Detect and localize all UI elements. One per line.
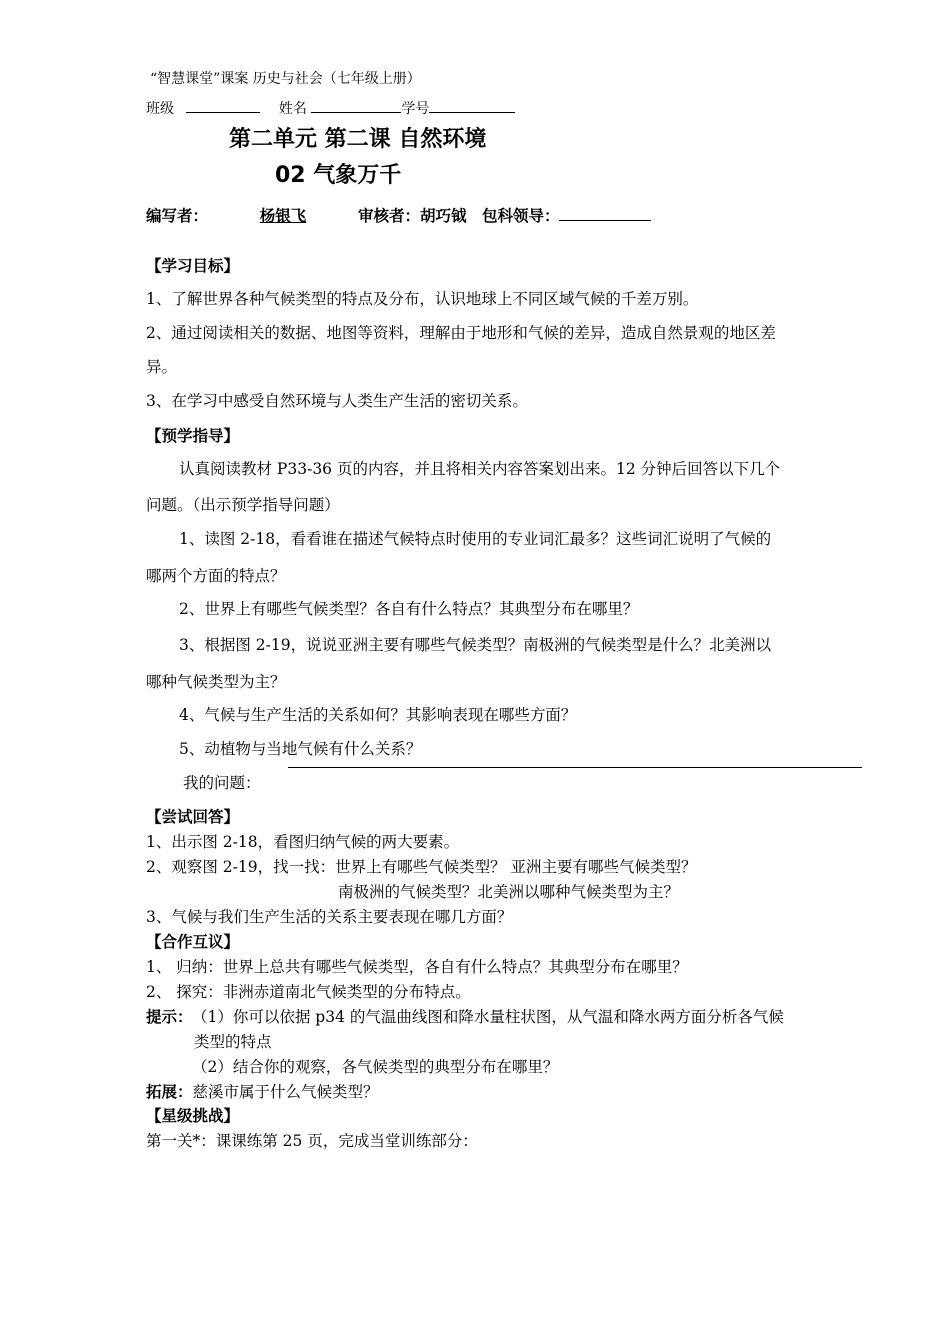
goal-item: 3、在学习中感受自然环境与人类生产生活的密切关系。 (146, 392, 528, 410)
attempt-item-3: 3、气候与我们生产生活的关系主要表现在哪几方面？ (146, 908, 513, 926)
preview-question-2: 2、世界上有哪些气候类型？各自有什么特点？其典型分布在哪里？ (179, 600, 639, 618)
attempt-item-2: 2、观察图 2-19，找一找：世界上有哪些气候类型？ 亚洲主要有哪些气候类型？ (146, 858, 697, 876)
preview-question-3: 3、根据图 2-19，说说亚洲主要有哪些气候类型？南极洲的气候类型是什么？北美洲以 (179, 636, 772, 654)
writer-label: 编写者： (146, 206, 209, 225)
reviewer-label: 审核者： (358, 206, 421, 225)
preview-heading: 【预学指导】 (146, 426, 240, 445)
my-question-label: 我的问题： (183, 774, 261, 792)
goal-item: 1、了解世界各种气候类型的特点及分布，认识地球上不同区域气候的千差万别。 (146, 290, 699, 308)
writer-name: 杨银飞 (259, 206, 307, 225)
preview-intro-cont: 问题。（出示预学指导问题） (146, 496, 340, 514)
extend-label: 拓展： (146, 1082, 193, 1101)
hint-2: （2）结合你的观察，各气候类型的典型分布在哪里？ (192, 1058, 559, 1076)
preview-question-5: 5、动植物与当地气候有什么关系？ (179, 740, 422, 758)
reviewer-name: 胡巧钺 (420, 206, 467, 225)
id-blank[interactable] (429, 98, 515, 113)
id-label: 学号 (401, 101, 430, 117)
challenge-heading: 【星级挑战】 (146, 1106, 240, 1125)
goals-heading: 【学习目标】 (146, 256, 240, 275)
preview-question-4: 4、气候与生产生活的关系如何？其影响表现在哪些方面？ (179, 706, 577, 724)
cooperate-item-2: 2、 探究：非洲赤道南北气候类型的分布特点。 (146, 983, 471, 1001)
attempt-heading: 【尝试回答】 (146, 807, 240, 826)
leader-blank[interactable] (559, 206, 651, 221)
challenge-level-1: 第一关*：课课练第 25 页，完成当堂训练部分： (146, 1132, 478, 1150)
preview-question-3-cont: 哪种气候类型为主？ (146, 673, 286, 691)
cooperate-item-1: 1、 归纳：世界上总共有哪些气候类型，各自有什么特点？其典型分布在哪里？ (146, 958, 688, 976)
preview-question-1-cont: 哪两个方面的特点？ (146, 567, 286, 585)
name-blank[interactable] (311, 98, 401, 113)
hint-1: （1）你可以依据 p34 的气温曲线图和降水量柱状图，从气温和降水两方面分析各气候 (192, 1008, 784, 1026)
hint-label: 提示： (146, 1007, 193, 1026)
attempt-item-1: 1、出示图 2-18，看图归纳气候的两大要素。 (146, 833, 460, 851)
extend-text: 慈溪市属于什么气候类型？ (192, 1083, 379, 1101)
goal-item: 2、通过阅读相关的数据、地图等资料，理解由于地形和气候的差异，造成自然景观的地区差 (146, 324, 776, 342)
name-label: 姓名 (278, 101, 307, 117)
leader-label: 包科领导： (481, 206, 560, 225)
goal-item: 异。 (146, 358, 178, 376)
extend-line (146, 1080, 379, 1102)
lesson-title: 02 气象万千 (275, 163, 402, 188)
hint-1-cont: 类型的特点 (194, 1033, 272, 1051)
class-label: 班级 (146, 101, 174, 117)
class-blank[interactable] (186, 98, 260, 113)
preview-intro: 认真阅读教材 P33-36 页的内容，并且将相关内容答案划出来。12 分钟后回答以下几个 (179, 460, 781, 478)
student-info-line (146, 98, 515, 118)
cooperate-heading: 【合作互议】 (146, 932, 240, 951)
preview-question-1: 1、读图 2-18，看看谁在描述气候特点时使用的专业词汇最多？这些词汇说明了气候的 (179, 530, 772, 548)
course-line: “智慧课堂”课案 历史与社会（七年级上册） (150, 71, 421, 87)
unit-title: 第二单元 第二课 自然环境 (229, 127, 487, 152)
authors-line (146, 204, 651, 226)
attempt-item-2-cont: 南极洲的气候类型？北美洲以哪种气候类型为主？ (338, 883, 680, 901)
my-question-answer-line[interactable] (288, 767, 862, 768)
